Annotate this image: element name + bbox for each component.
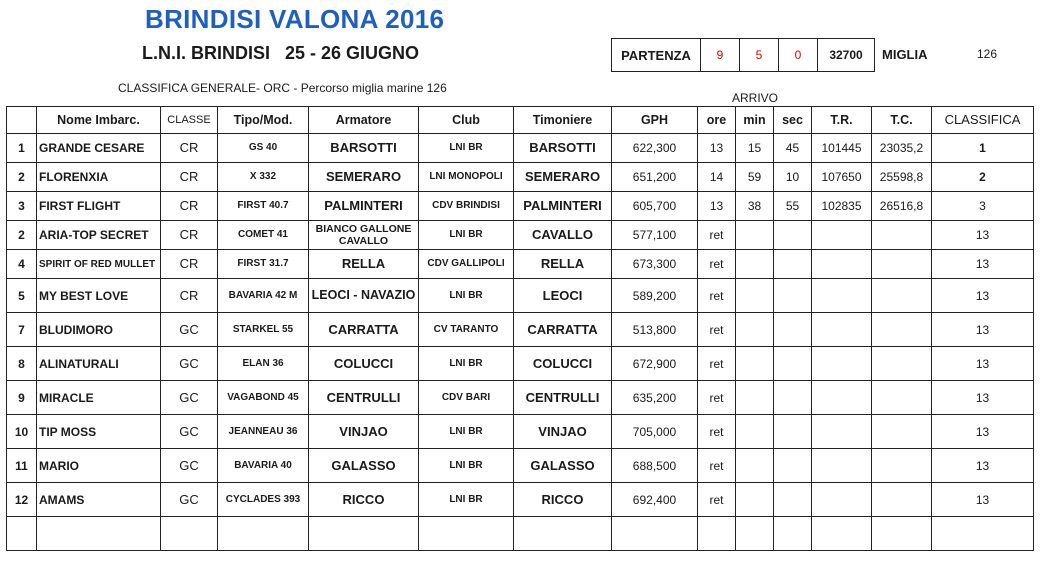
table-row [7,415,1034,449]
partenza-box [611,38,875,72]
cell-gph: 513,800 [612,313,698,347]
cell-empty [812,517,872,551]
cell-classe: GC [161,313,218,347]
cell-num: 12 [7,483,37,517]
cell-timoniere: BARSOTTI [514,134,612,163]
cell-nome: BLUDIMORO [37,313,161,347]
cell-club: LNI BR [419,221,514,250]
col-header-ore: ore [698,107,736,134]
cell-nome: GRANDE CESARE [37,134,161,163]
cell-num: 2 [7,163,37,192]
cell-classe: GC [161,483,218,517]
table-row [7,347,1034,381]
cell-tipo: ELAN 36 [218,347,309,381]
cell-armatore: PALMINTERI [309,192,419,221]
cell-gph: 705,000 [612,415,698,449]
cell-min: 59 [736,163,774,192]
cell-tipo: JEANNEAU 36 [218,415,309,449]
cell-sec [774,221,812,250]
cell-tr: 101445 [812,134,872,163]
cell-classe: CR [161,134,218,163]
page-subtitle: L.N.I. BRINDISI 25 - 26 GIUGNO [142,43,420,63]
cell-classe: CR [161,221,218,250]
cell-ore: ret [698,221,736,250]
cell-club: LNI BR [419,483,514,517]
cell-nome: ARIA-TOP SECRET [37,221,161,250]
cell-classe: GC [161,449,218,483]
col-header-num [7,107,37,134]
cell-classifica: 3 [932,192,1034,221]
table-row [7,381,1034,415]
cell-tr [812,347,872,381]
cell-ore: ret [698,415,736,449]
table-row [7,134,1034,163]
results-table [6,106,1034,551]
cell-armatore: CARRATTA [309,313,419,347]
cell-armatore: BIANCO GALLONE CAVALLO [309,221,419,250]
cell-sec [774,279,812,313]
cell-timoniere: RICCO [514,483,612,517]
col-header-tr: T.R. [812,107,872,134]
cell-tr: 107650 [812,163,872,192]
cell-gph: 635,200 [612,381,698,415]
cell-tr [812,449,872,483]
cell-timoniere: PALMINTERI [514,192,612,221]
partenza-sec: 0 [779,39,818,72]
table-row [7,449,1034,483]
cell-armatore: COLUCCI [309,347,419,381]
cell-classifica: 13 [932,347,1034,381]
table-row [7,313,1034,347]
cell-min [736,221,774,250]
cell-classifica: 13 [932,381,1034,415]
cell-num: 10 [7,415,37,449]
cell-nome: TIP MOSS [37,415,161,449]
cell-num: 3 [7,192,37,221]
cell-sec [774,449,812,483]
col-header-sec: sec [774,107,812,134]
cell-armatore: RELLA [309,250,419,279]
cell-ore: ret [698,313,736,347]
cell-armatore: SEMERARO [309,163,419,192]
cell-sec [774,483,812,517]
col-header-armatore: Armatore [309,107,419,134]
cell-timoniere: LEOCI [514,279,612,313]
cell-tipo: COMET 41 [218,221,309,250]
cell-gph: 589,200 [612,279,698,313]
cell-classe: GC [161,381,218,415]
cell-gph: 673,300 [612,250,698,279]
cell-sec [774,347,812,381]
cell-club: CDV GALLIPOLI [419,250,514,279]
cell-armatore: VINJAO [309,415,419,449]
cell-armatore: LEOCI - NAVAZIO [309,279,419,313]
cell-club: CDV BRINDISI [419,192,514,221]
cell-nome: MARIO [37,449,161,483]
cell-sec: 45 [774,134,812,163]
cell-classifica: 13 [932,221,1034,250]
table-row [7,192,1034,221]
cell-tipo: GS 40 [218,134,309,163]
cell-classe: CR [161,192,218,221]
cell-tipo: BAVARIA 42 M [218,279,309,313]
cell-min [736,449,774,483]
cell-sec [774,415,812,449]
cell-empty [698,517,736,551]
cell-empty [932,517,1034,551]
cell-classifica: 13 [932,483,1034,517]
cell-sec: 10 [774,163,812,192]
table-row [7,483,1034,517]
cell-tc [872,313,932,347]
cell-classifica: 13 [932,250,1034,279]
cell-classifica: 13 [932,279,1034,313]
cell-timoniere: CAVALLO [514,221,612,250]
table-row-empty [7,517,1034,551]
cell-min [736,250,774,279]
col-header-gph: GPH [612,107,698,134]
cell-timoniere: SEMERARO [514,163,612,192]
cell-tc: 25598,8 [872,163,932,192]
cell-tc: 23035,2 [872,134,932,163]
cell-empty [161,517,218,551]
cell-timoniere: CARRATTA [514,313,612,347]
cell-nome: FLORENXIA [37,163,161,192]
cell-armatore: RICCO [309,483,419,517]
cell-empty [419,517,514,551]
cell-sec [774,250,812,279]
cell-tipo: STARKEL 55 [218,313,309,347]
partenza-ore: 9 [701,39,740,72]
cell-classe: GC [161,415,218,449]
cell-tipo: VAGABOND 45 [218,381,309,415]
cell-ore: ret [698,449,736,483]
cell-num: 5 [7,279,37,313]
cell-empty [514,517,612,551]
cell-tr [812,279,872,313]
cell-num: 2 [7,221,37,250]
cell-armatore: GALASSO [309,449,419,483]
cell-timoniere: CENTRULLI [514,381,612,415]
miglia-value: 126 [977,47,998,61]
cell-club: LNI BR [419,347,514,381]
cell-classe: CR [161,279,218,313]
partenza-label: PARTENZA [612,39,701,72]
cell-classe: GC [161,347,218,381]
cell-nome: ALINATURALI [37,347,161,381]
cell-num: 9 [7,381,37,415]
col-header-classe: CLASSE [161,107,218,134]
cell-nome: MY BEST LOVE [37,279,161,313]
cell-empty [774,517,812,551]
cell-num: 4 [7,250,37,279]
cell-num: 1 [7,134,37,163]
cell-tc [872,449,932,483]
cell-gph: 577,100 [612,221,698,250]
cell-classifica: 1 [932,134,1034,163]
cell-empty [7,517,37,551]
cell-nome: FIRST FLIGHT [37,192,161,221]
cell-min: 15 [736,134,774,163]
cell-gph: 622,300 [612,134,698,163]
cell-tr [812,221,872,250]
cell-classe: CR [161,163,218,192]
cell-club: LNI MONOPOLI [419,163,514,192]
cell-gph: 672,900 [612,347,698,381]
arrivo-label: ARRIVO [732,91,779,105]
partenza-min: 5 [740,39,779,72]
cell-min [736,347,774,381]
cell-classifica: 2 [932,163,1034,192]
cell-timoniere: GALASSO [514,449,612,483]
cell-tipo: BAVARIA 40 [218,449,309,483]
cell-tc [872,250,932,279]
cell-empty [37,517,161,551]
cell-armatore: CENTRULLI [309,381,419,415]
cell-sec [774,313,812,347]
cell-tr [812,250,872,279]
cell-tc: 26516,8 [872,192,932,221]
cell-tipo: FIRST 40.7 [218,192,309,221]
cell-ore: 13 [698,134,736,163]
cell-tc [872,279,932,313]
cell-tipo: CYCLADES 393 [218,483,309,517]
cell-nome: MIRACLE [37,381,161,415]
cell-club: LNI BR [419,134,514,163]
cell-tr: 102835 [812,192,872,221]
cell-armatore: BARSOTTI [309,134,419,163]
cell-min [736,313,774,347]
cell-num: 7 [7,313,37,347]
cell-ore: ret [698,381,736,415]
cell-ore: ret [698,483,736,517]
cell-club: CDV BARI [419,381,514,415]
cell-sec [774,381,812,415]
cell-min [736,279,774,313]
cell-tipo: FIRST 31.7 [218,250,309,279]
col-header-timoniere: Timoniere [514,107,612,134]
table-header-row [7,107,1034,134]
table-row [7,163,1034,192]
cell-empty [736,517,774,551]
cell-nome: AMAMS [37,483,161,517]
cell-timoniere: COLUCCI [514,347,612,381]
cell-tc [872,221,932,250]
cell-classe: CR [161,250,218,279]
cell-club: LNI BR [419,449,514,483]
cell-ore: ret [698,279,736,313]
cell-tr [812,483,872,517]
cell-min [736,483,774,517]
table-row [7,279,1034,313]
cell-sec: 55 [774,192,812,221]
cell-gph: 692,400 [612,483,698,517]
col-header-tipo: Tipo/Mod. [218,107,309,134]
partenza-seconds-total: 32700 [818,39,875,72]
cell-nome: SPIRIT OF RED MULLET [37,250,161,279]
cell-ore: 13 [698,192,736,221]
table-row [7,250,1034,279]
cell-gph: 605,700 [612,192,698,221]
cell-classifica: 13 [932,449,1034,483]
cell-club: LNI BR [419,279,514,313]
classifica-label: CLASSIFICA GENERALE- ORC - Percorso miglia marine 126 [118,81,447,95]
cell-tc [872,347,932,381]
col-header-min: min [736,107,774,134]
cell-tr [812,415,872,449]
cell-min: 38 [736,192,774,221]
cell-tipo: X 332 [218,163,309,192]
cell-gph: 688,500 [612,449,698,483]
miglia-label: MIGLIA [882,47,928,62]
cell-timoniere: RELLA [514,250,612,279]
cell-empty [218,517,309,551]
cell-min [736,381,774,415]
cell-tr [812,381,872,415]
cell-timoniere: VINJAO [514,415,612,449]
cell-min [736,415,774,449]
cell-tc [872,483,932,517]
col-header-classifica: CLASSIFICA [932,107,1034,134]
page-title: BRINDISI VALONA 2016 [145,4,445,34]
cell-empty [872,517,932,551]
cell-gph: 651,200 [612,163,698,192]
cell-ore: ret [698,347,736,381]
cell-classifica: 13 [932,313,1034,347]
cell-num: 8 [7,347,37,381]
cell-classifica: 13 [932,415,1034,449]
col-header-club: Club [419,107,514,134]
cell-empty [612,517,698,551]
col-header-tc: T.C. [872,107,932,134]
cell-empty [309,517,419,551]
cell-tc [872,381,932,415]
cell-tr [812,313,872,347]
cell-club: LNI BR [419,415,514,449]
table-row [7,221,1034,250]
cell-ore: ret [698,250,736,279]
col-header-nome: Nome Imbarc. [37,107,161,134]
cell-club: CV TARANTO [419,313,514,347]
cell-tc [872,415,932,449]
cell-ore: 14 [698,163,736,192]
cell-num: 11 [7,449,37,483]
